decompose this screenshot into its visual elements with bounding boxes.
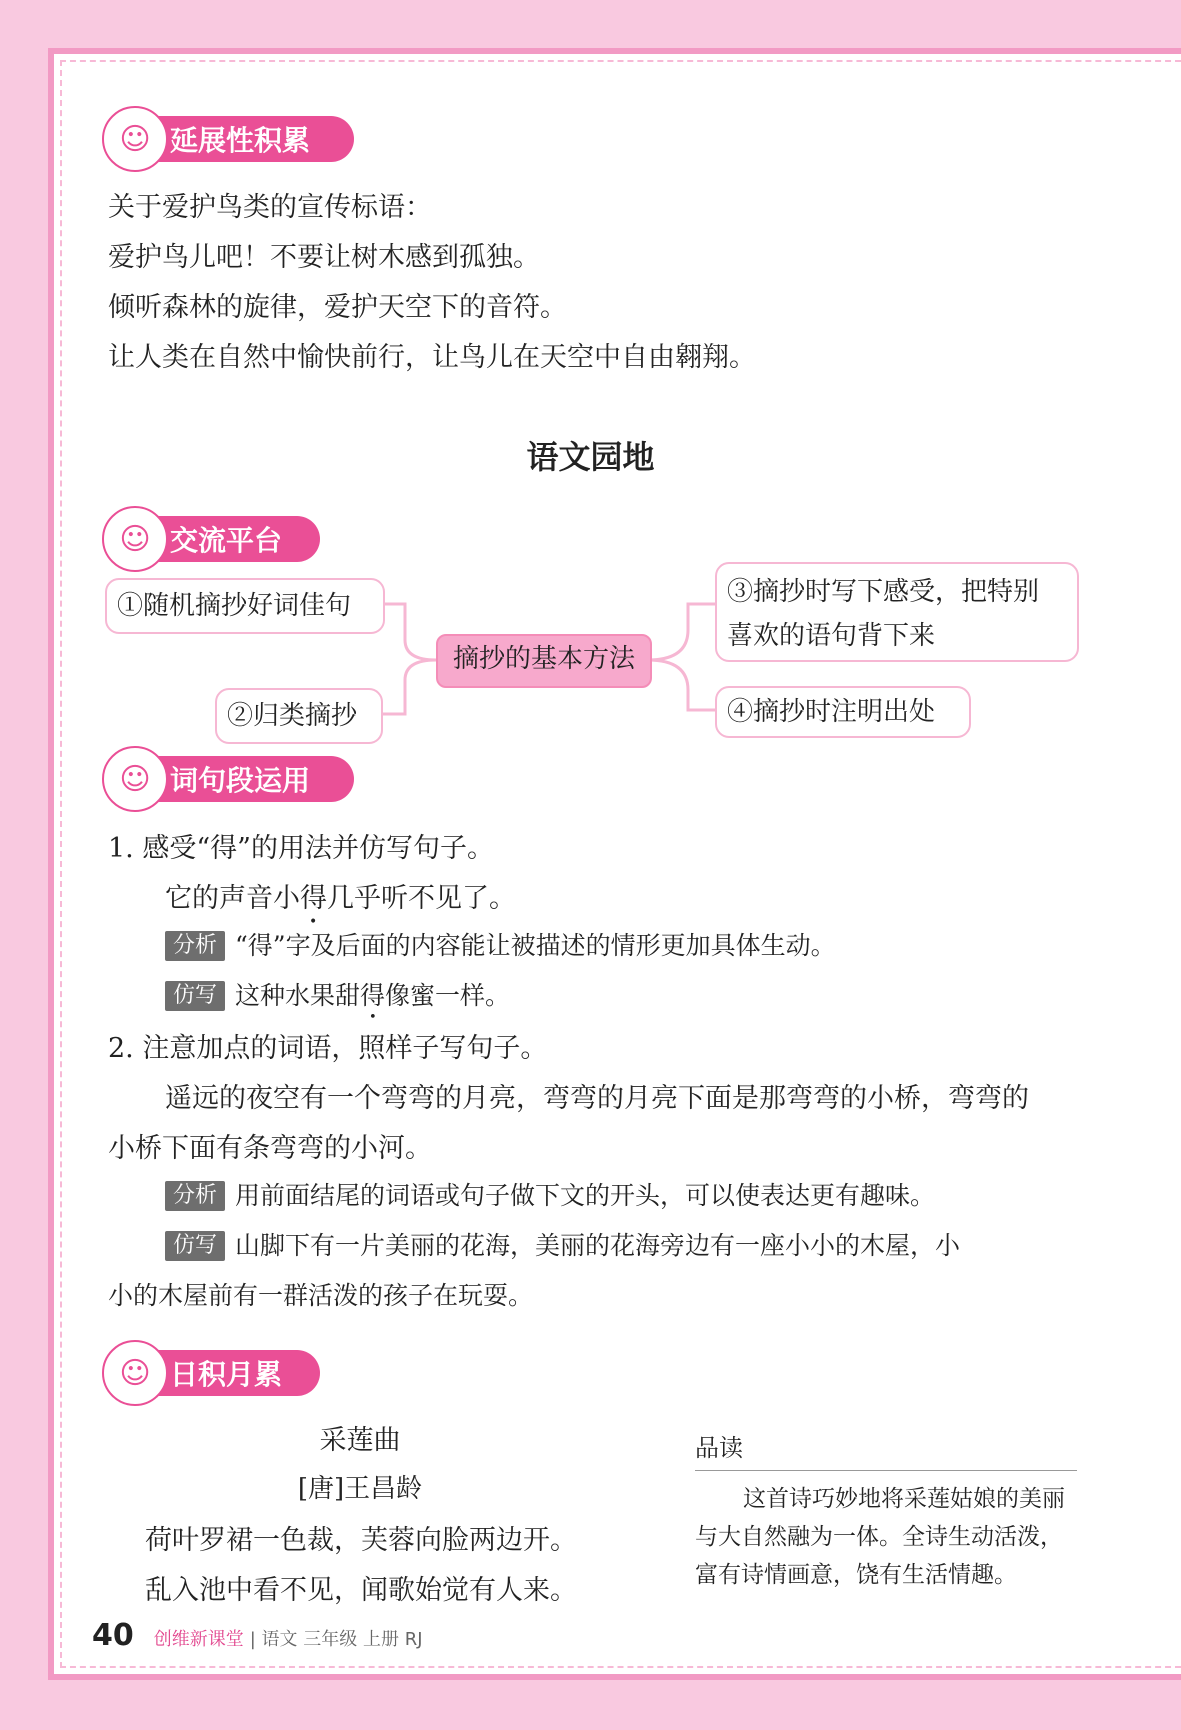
mindmap-item-2: ②归类摘抄 xyxy=(215,688,383,744)
poem-line-2: 乱入池中看不见，闻歌始觉有人来。 xyxy=(145,1575,577,1606)
q2-example-line-1: 遥远的夜空有一个弯弯的月亮，弯弯的月亮下面是那弯弯的小桥，弯弯的 xyxy=(165,1083,1029,1114)
section-title: 延展性积累 xyxy=(170,124,311,157)
page-number: 40 xyxy=(92,1618,134,1653)
mascot-icon: ☺ xyxy=(102,106,168,172)
brand-name: 创维新课堂 xyxy=(153,1629,244,1650)
pindu-text-body: 这首诗巧妙地将采莲姑娘的美丽与大自然融为一体。全诗生动活泼，富有诗情画意，饶有生活情趣。 xyxy=(695,1486,1065,1588)
q1-imitate-dot: 得 xyxy=(360,981,386,1010)
q1-imitate-pre: 这种水果甜 xyxy=(235,981,361,1010)
extension-line-1: 关于爱护鸟类的宣传标语： xyxy=(108,192,432,223)
q1-example-pre: 它的声音小 xyxy=(165,883,300,914)
mindmap-item-3-line-1: ③摘抄时写下感受，把特别 xyxy=(727,577,1040,607)
section-title: 词句段运用 xyxy=(170,764,311,797)
q1-analysis xyxy=(165,926,836,962)
q2-example-line-2: 小桥下面有条弯弯的小河。 xyxy=(108,1133,432,1164)
analysis-tag: 分析 xyxy=(165,1181,225,1211)
q2-analysis xyxy=(165,1176,935,1212)
mascot-icon: ☺ xyxy=(102,1340,168,1406)
q1-imitate-post: 像蜜一样。 xyxy=(385,981,511,1010)
pindu-text xyxy=(695,1480,1080,1594)
mindmap-item-3 xyxy=(715,562,1079,662)
pindu-divider xyxy=(695,1470,1077,1471)
footer-info: | 语文 三年级 上册 RJ xyxy=(249,1629,423,1650)
q2-analysis-text: 用前面结尾的词语或句子做下文的开头，可以使表达更有趣味。 xyxy=(235,1181,936,1210)
q1-example xyxy=(165,876,516,930)
q2-imitate-text: 山脚下有一片美丽的花海，美丽的花海旁边有一座小小的木屋，小 xyxy=(235,1231,961,1260)
q1-example-dot: 得 xyxy=(300,883,327,914)
extension-line-3: 倾听森林的旋律，爱护天空下的音符。 xyxy=(108,292,567,323)
poem-title: 采莲曲 xyxy=(319,1425,401,1456)
pindu-label: 品读 xyxy=(695,1434,743,1462)
q2-prompt: 2. 注意加点的词语，照样子写句子。 xyxy=(108,1033,548,1064)
q1-analysis-text: “得”字及后面的内容能让被描述的情形更加具体生动。 xyxy=(235,931,836,960)
section-badge-usage xyxy=(108,756,354,802)
section-title: 交流平台 xyxy=(170,524,283,557)
mindmap-center: 摘抄的基本方法 xyxy=(436,634,652,688)
mascot-icon: ☺ xyxy=(102,746,168,812)
q2-imitate-line-2: 小的木屋前有一群活泼的孩子在玩耍。 xyxy=(108,1281,534,1310)
section-badge-daily xyxy=(108,1350,320,1396)
q1-prompt: 1. 感受“得”的用法并仿写句子。 xyxy=(108,833,494,864)
poem-line-1: 荷叶罗裙一色裁，芙蓉向脸两边开。 xyxy=(145,1525,577,1556)
analysis-tag: 分析 xyxy=(165,931,225,961)
extension-line-4: 让人类在自然中愉快前行，让鸟儿在天空中自由翱翔。 xyxy=(108,342,756,373)
mindmap-item-1: ①随机摘抄好词佳句 xyxy=(105,578,385,634)
mindmap-item-4: ④摘抄时注明出处 xyxy=(715,686,971,738)
imitate-tag: 仿写 xyxy=(165,981,225,1011)
page-title: 语文园地 xyxy=(526,438,655,476)
q2-imitate-line-1 xyxy=(165,1226,960,1262)
q1-imitate xyxy=(165,976,510,1025)
q1-example-post: 几乎听不见了。 xyxy=(327,883,516,914)
footer xyxy=(92,1618,423,1653)
imitate-tag: 仿写 xyxy=(165,1231,225,1261)
section-title: 日积月累 xyxy=(170,1358,283,1391)
mascot-icon: ☺ xyxy=(102,506,168,572)
mindmap-item-3-line-2: 喜欢的语句背下来 xyxy=(727,621,936,651)
extension-line-2: 爱护鸟儿吧！不要让树木感到孤独。 xyxy=(108,242,540,273)
poem-author: [唐]王昌龄 xyxy=(297,1474,423,1504)
